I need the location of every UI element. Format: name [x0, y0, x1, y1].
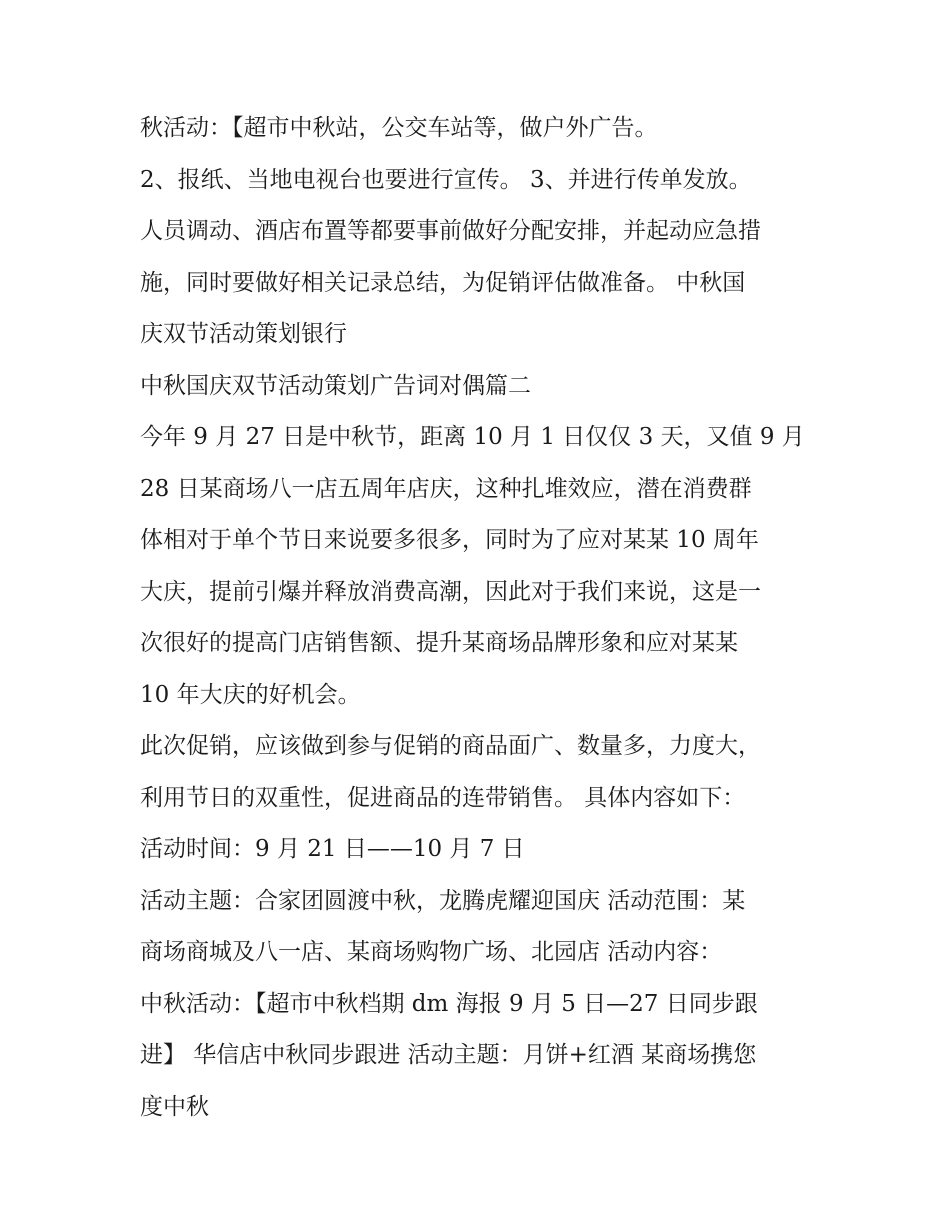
text-line: 体相对于单个节日来说要多很多，同时为了应对某某 10 周年: [140, 527, 759, 553]
text-line: 活动主题：合家团圆渡中秋，龙腾虎耀迎国庆 活动范围：某: [140, 887, 746, 914]
text-line: 中秋活动：【超市中秋档期 dm 海报 9 月 5 日—27 日同步跟: [140, 990, 758, 1017]
text-line: 活动时间：9 月 21 日——10 月 7 日: [140, 836, 525, 862]
text-line: 次很好的提高门店销售额、提升某商场品牌形象和应对某某: [140, 630, 738, 656]
text-line: 此次促销，应该做到参与促销的商品面广、数量多，力度大，: [140, 733, 761, 759]
text-line: 今年 9 月 27 日是中秋节，距离 10 月 1 日仅仅 3 天，又值 9 月: [140, 424, 805, 450]
text-line: 人员调动、酒店布置等都要事前做好分配安排，并起动应急措: [140, 218, 761, 244]
text-line: 大庆，提前引爆并释放消费高潮，因此对于我们来说，这是一: [140, 578, 761, 605]
text-line: 28 日某商场八一店五周年店庆，这种扎堆效应，潜在消费群: [140, 475, 752, 502]
text-line: 10 年大庆的好机会。: [140, 681, 361, 708]
text-line: 商场商城及八一店、某商场购物广场、北园店 活动内容：: [140, 939, 723, 965]
text-line: 2、报纸、当地电视台也要进行宣传。 3、并进行传单发放。: [140, 166, 752, 193]
text-line: 利用节日的双重性，促进商品的连带销售。 具体内容如下：: [140, 784, 746, 811]
text-line: 进】 华信店中秋同步跟进 活动主题：月饼+红酒 某商场携您: [140, 1042, 757, 1068]
text-line: 庆双节活动策划银行: [140, 321, 347, 347]
text-line: 度中秋: [140, 1093, 209, 1120]
document-body: [140, 103, 820, 1133]
text-line: 秋活动：【超市中秋站，公交车站等，做户外广告。: [140, 115, 658, 141]
text-line: 施，同时要做好相关记录总结，为促销评估做准备。 中秋国: [140, 269, 746, 296]
section-heading: 中秋国庆双节活动策划广告词对偶篇二: [140, 372, 531, 399]
